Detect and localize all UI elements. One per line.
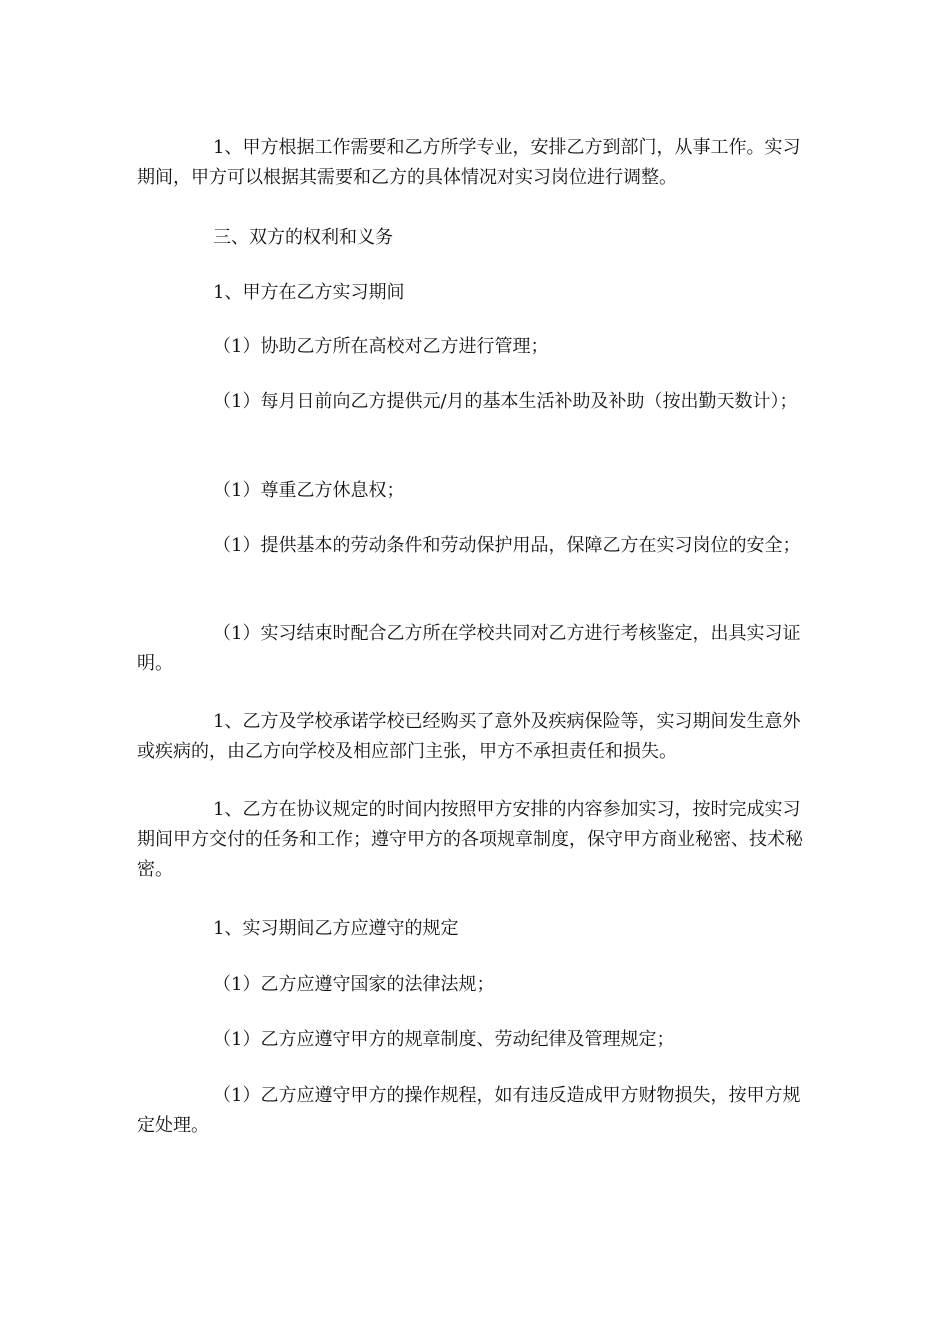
paragraph-insurance-commitment: 1、乙方及学校承诺学校已经购买了意外及疾病保险等，实习期间发生意外或疾病的，由乙方向学校及相应部门主张，甲方不承担责任和损失。 xyxy=(137,711,801,762)
item-monthly-allowance: （1）每月日前向乙方提供元/月的基本生活补助及补助（按出勤天数计）； xyxy=(213,391,798,412)
item-internship-certificate: （1）实习结束时配合乙方所在学校共同对乙方进行考核鉴定，出具实习证明。 xyxy=(137,623,801,674)
item-labor-conditions: （1）提供基本的劳动条件和劳动保护用品，保障乙方在实习岗位的安全； xyxy=(213,535,801,556)
item-operating-procedures: （1）乙方应遵守甲方的操作规程，如有违反造成甲方财物损失，按甲方规定处理。 xyxy=(137,1085,801,1136)
paragraph-party-a-during-internship: 1、甲方在乙方实习期间 xyxy=(213,282,405,303)
item-rest-rights: （1）尊重乙方休息权； xyxy=(213,480,405,501)
paragraph-rules-heading: 1、实习期间乙方应遵守的规定 xyxy=(213,918,459,939)
item-assist-management: （1）协助乙方所在高校对乙方进行管理； xyxy=(213,336,549,357)
section-heading-rights-obligations: 三、双方的权利和义务 xyxy=(213,227,393,248)
paragraph-job-assignment: 1、甲方根据工作需要和乙方所学专业，安排乙方到部门，从事工作。实习期间，甲方可以根据其需要和乙方的具体情况对实习岗位进行调整。 xyxy=(137,137,801,188)
paragraph-party-b-duties: 1、乙方在协议规定的时间内按照甲方安排的内容参加实习，按时完成实习期间甲方交付的任务和工作；遵守甲方的各项规章制度，保守甲方商业秘密、技术秘密。 xyxy=(137,799,803,880)
item-obey-laws: （1）乙方应遵守国家的法律法规； xyxy=(213,974,495,995)
item-obey-company-rules: （1）乙方应遵守甲方的规章制度、劳动纪律及管理规定； xyxy=(213,1029,675,1050)
